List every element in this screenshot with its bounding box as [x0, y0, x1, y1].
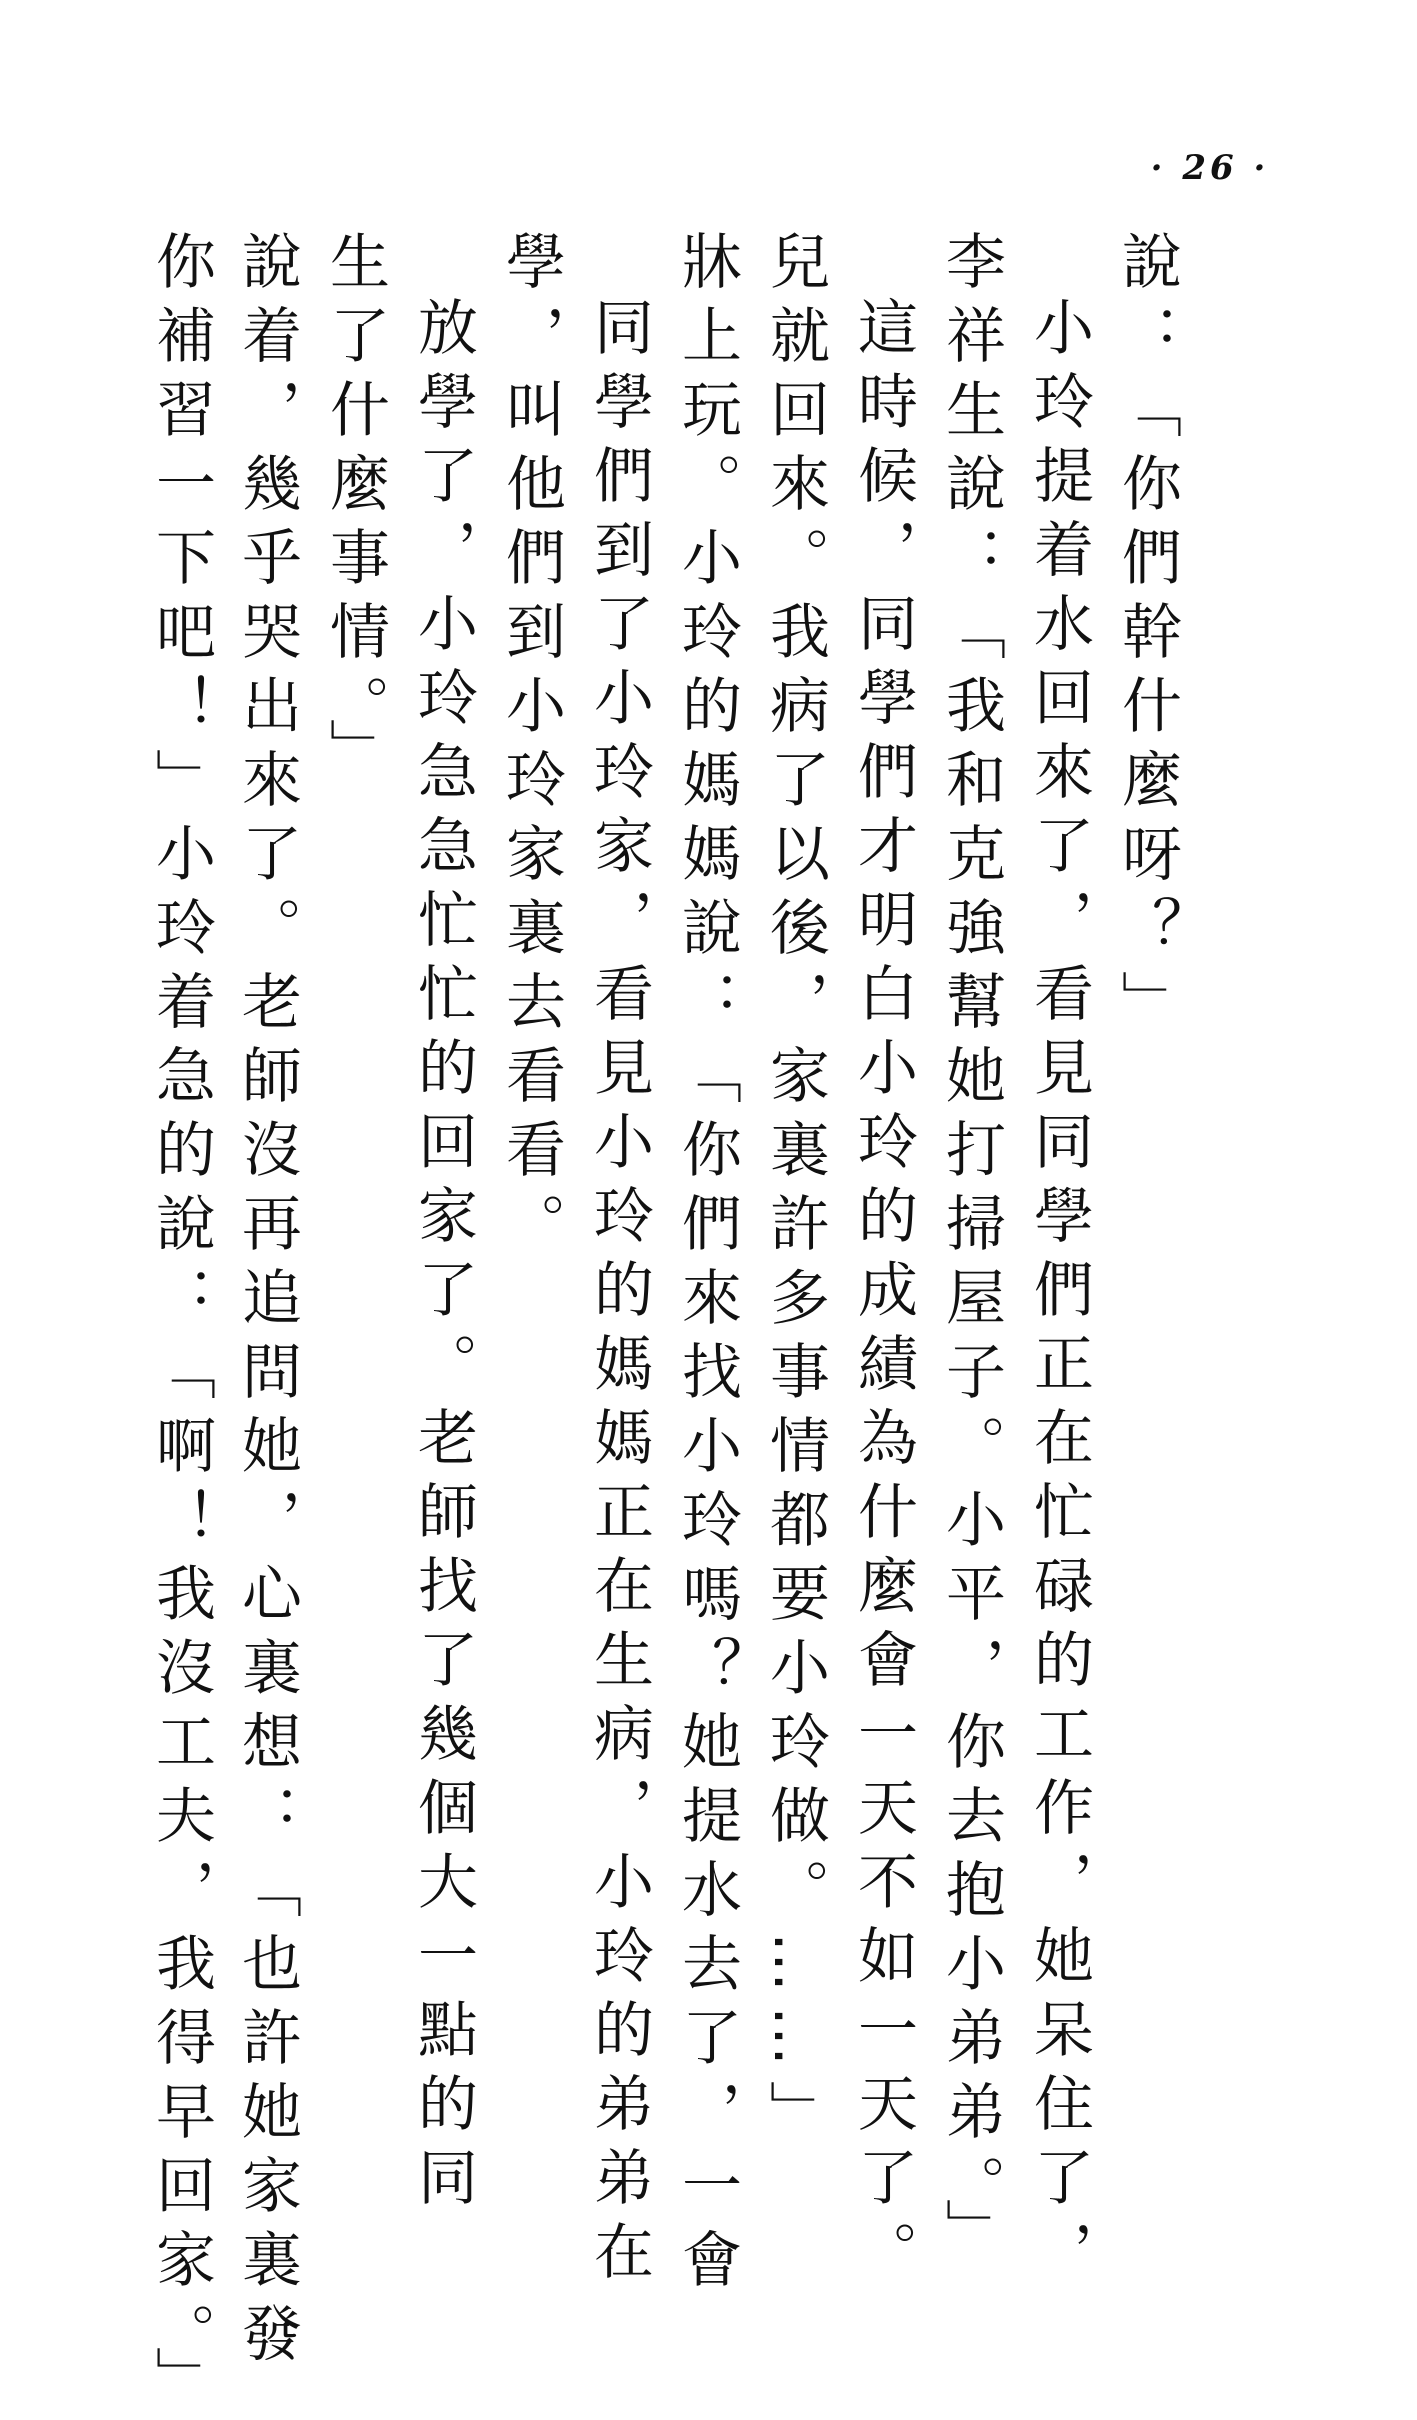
text-column-9: 這時候，同學們才明白小玲的成績為什麼會一天不如一天了。 — [848, 296, 918, 2294]
page-number: · 26 · — [1150, 148, 1270, 188]
text-column-8: 兒就回來。我病了以後，家裏許多事情都要小玲做。……」 — [760, 230, 830, 2154]
text-column-11: 小玲提着水回來了，看見同學們正在忙碌的工作，她呆住了， — [1024, 296, 1094, 2294]
text-column-7: 牀上玩。小玲的媽媽說：「你們來找小玲嗎？她提水去了，一會 — [672, 230, 742, 2302]
text-column-3: 生了什麼事情。」 — [320, 230, 390, 792]
text-column-12: 說：「你們幹什麼呀？」 — [1112, 230, 1182, 1044]
text-column-6: 同學們到了小玲家，看見小玲的媽媽正在生病，小玲的弟弟在 — [584, 296, 654, 2294]
text-column-5: 學，叫他們到小玲家裏去看看。 — [496, 230, 566, 1266]
text-column-4: 放學了，小玲急急忙忙的回家了。老師找了幾個大一點的同 — [408, 296, 478, 2220]
text-column-10: 李祥生說：「我和克強幫她打掃屋子。小平，你去抱小弟弟。」 — [936, 230, 1006, 2272]
text-column-1: 你補習一下吧！」小玲着急的說：「啊！我沒工夫，我得早回家。」 — [146, 230, 216, 2420]
text-column-2: 說着，幾乎哭出來了。老師沒再追問她，心裏想：「也許她家裏發 — [232, 230, 302, 2376]
